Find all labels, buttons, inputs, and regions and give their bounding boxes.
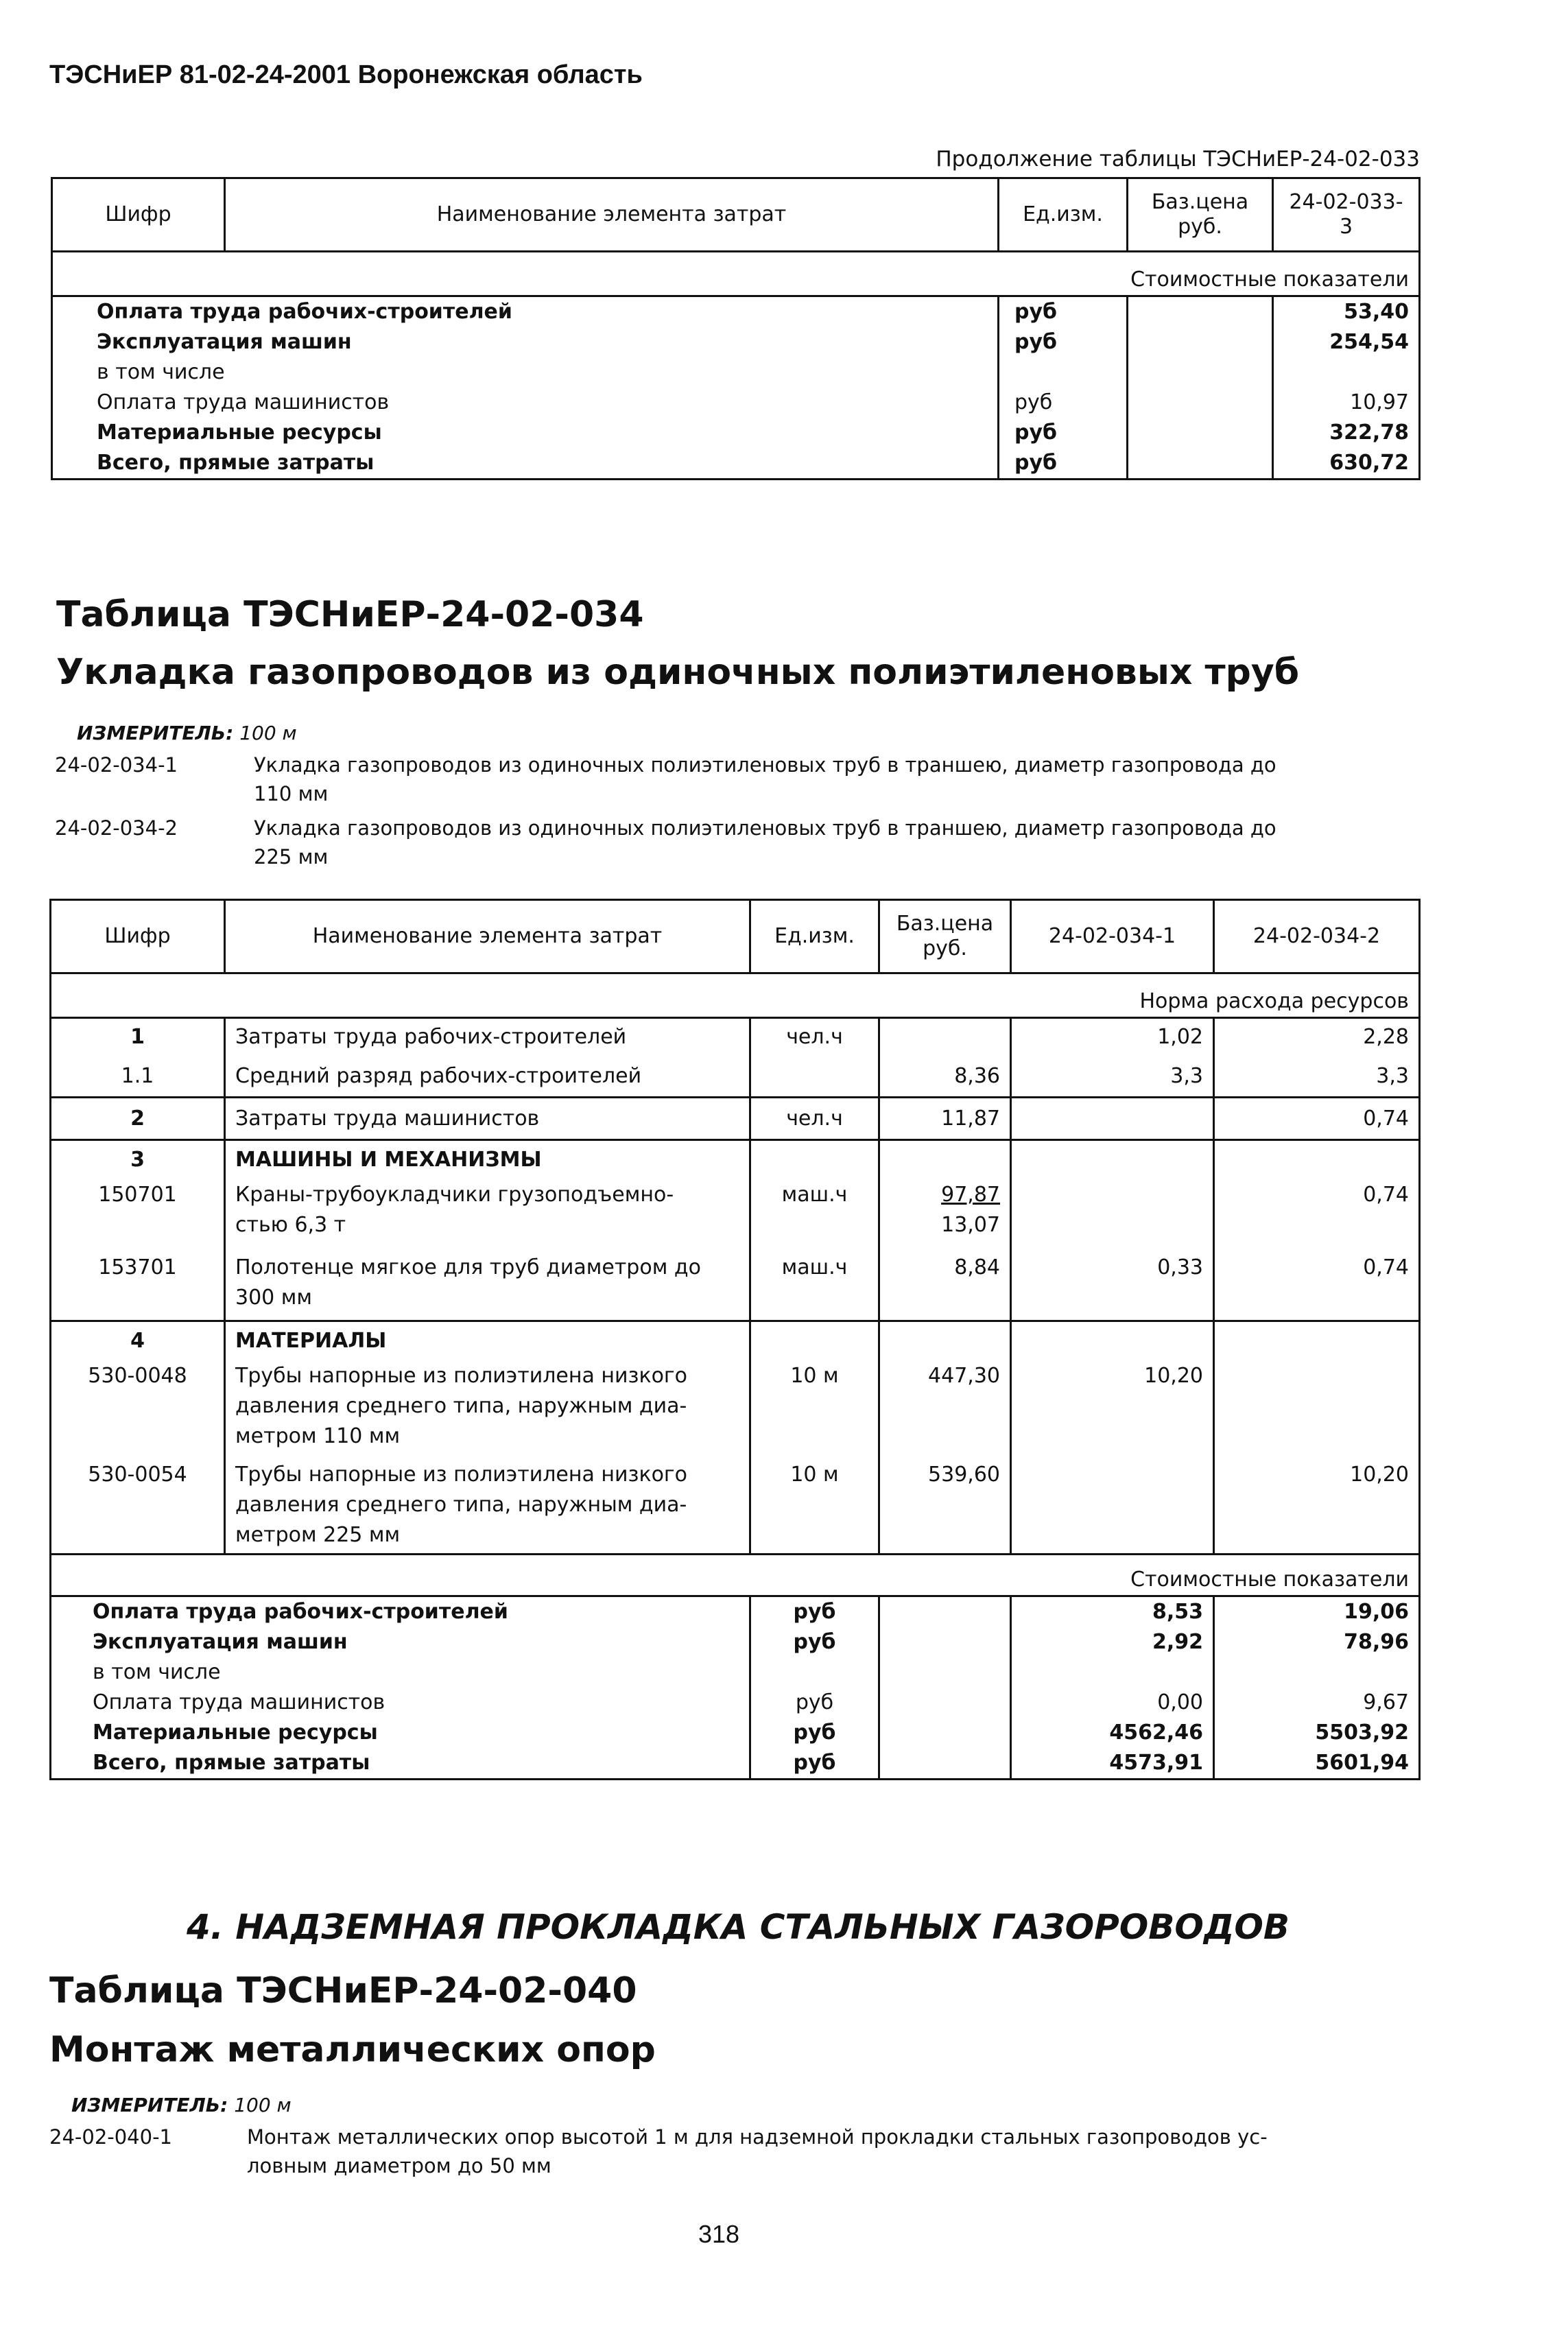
table-row: Эксплуатация машин руб 254,54	[52, 327, 1420, 357]
item-description: 110 мм	[254, 782, 329, 805]
table-caption: Продолжение таблицы ТЭСНиЕР-24-02-033	[936, 147, 1420, 172]
table-row: Материальные ресурсы руб 322,78	[52, 418, 1420, 448]
item-description: Укладка газопроводов из одиночных полиэтиленовых труб в траншею, диаметр газопровода до	[254, 816, 1276, 840]
measure-line	[77, 722, 297, 744]
item-description: Укладка газопроводов из одиночных полиэтиленовых труб в траншею, диаметр газопровода до	[254, 753, 1276, 777]
section-heading: 4. НАДЗЕМНАЯ ПРОКЛАДКА СТАЛЬНЫХ ГАЗОРОВОДОВ	[187, 1907, 1290, 1947]
table-subtitle: Монтаж металлических опор	[49, 2029, 656, 2070]
measure-label: ИЗМЕРИТЕЛЬ:	[77, 722, 234, 744]
cost-table-033	[51, 177, 1421, 480]
col-header-unit: Ед.изм.	[999, 178, 1128, 252]
col-header-price: Баз.цена руб.	[879, 900, 1011, 973]
item-description: 225 мм	[254, 845, 329, 869]
table-row: Оплата труда рабочих-строителей руб 53,40	[52, 296, 1420, 328]
col-header-unit: Ед.изм.	[750, 900, 879, 973]
table-title: Таблица ТЭСНиЕР-24-02-034	[56, 594, 644, 635]
col-header-code: Шифр	[105, 202, 171, 226]
table-row: 150701 Краны-трубоукладчики грузоподъемно- стью 6,3 т маш.ч 97,87 13,07 0,74	[51, 1180, 1420, 1253]
resource-table-034	[49, 899, 1421, 1780]
table-row: в том числе	[52, 357, 1420, 388]
col-header-value: 24-02-033-3	[1273, 178, 1420, 252]
table-row: Всего, прямые затраты руб 630,72	[52, 448, 1420, 480]
table-row: Оплата труда машинистов руб 0,00 9,67	[51, 1688, 1420, 1718]
section-label: Норма расхода ресурсов	[1139, 989, 1409, 1013]
col-header-value-2: 24-02-034-2	[1214, 900, 1420, 973]
section-label: Стоимостные показатели	[1130, 268, 1409, 292]
running-header: ТЭСНиЕР 81-02-24-2001 Воронежская область	[49, 60, 643, 89]
table-row: в том числе	[51, 1657, 1420, 1688]
table-row: 1.1 Средний разряд рабочих-строителей 8,36 3,3 3,3	[51, 1056, 1420, 1098]
group-header-machines: 3 МАШИНЫ И МЕХАНИЗМЫ	[51, 1140, 1420, 1180]
group-header-materials: 4 МАТЕРИАЛЫ	[51, 1321, 1420, 1361]
item-description: Монтаж металлических опор высотой 1 м для надземной прокладки стальных газопроводов ус-	[247, 2125, 1268, 2149]
table-subtitle: Укладка газопроводов из одиночных полиэтиленовых труб	[56, 652, 1300, 693]
item-code: 24-02-040-1	[49, 2125, 172, 2149]
col-header-code: Шифр	[104, 924, 171, 948]
table-row: 1 Затраты труда рабочих-строителей чел.ч 1,02 2,28	[51, 1018, 1420, 1056]
measure-value: 100 м	[234, 2094, 292, 2116]
item-description: ловным диаметром до 50 мм	[247, 2154, 551, 2177]
col-header-name: Наименование элемента затрат	[225, 178, 999, 252]
table-row: 530-0054 Трубы напорные из полиэтилена низкого давления среднего типа, наружным диа- метром 225 мм 10 м 539,60 10,20	[51, 1460, 1420, 1555]
table-row: 2 Затраты труда машинистов чел.ч 11,87 0,74	[51, 1098, 1420, 1140]
item-code: 24-02-034-1	[55, 753, 178, 777]
page-number: 318	[698, 2220, 740, 2248]
table-row: Материальные ресурсы руб 4562,46 5503,92	[51, 1718, 1420, 1748]
col-header-value-1: 24-02-034-1	[1011, 900, 1214, 973]
measure-value: 100 м	[239, 722, 297, 744]
col-header-price: Баз.цена руб.	[1128, 178, 1273, 252]
measure-line	[71, 2094, 292, 2116]
table-row: Всего, прямые затраты руб 4573,91 5601,94	[51, 1748, 1420, 1780]
table-row: Оплата труда машинистов руб 10,97	[52, 388, 1420, 418]
section-label: Стоимостные показатели	[1130, 1568, 1409, 1592]
table-row: Оплата труда рабочих-строителей руб 8,53 19,06	[51, 1596, 1420, 1628]
item-code: 24-02-034-2	[55, 816, 178, 840]
col-header-name: Наименование элемента затрат	[225, 900, 750, 973]
table-row: 153701 Полотенце мягкое для труб диаметром до 300 мм маш.ч 8,84 0,33 0,74	[51, 1253, 1420, 1321]
table-title: Таблица ТЭСНиЕР-24-02-040	[49, 1970, 637, 2011]
table-row: Эксплуатация машин руб 2,92 78,96	[51, 1627, 1420, 1657]
table-row: 530-0048 Трубы напорные из полиэтилена низкого давления среднего типа, наружным диа- метром 110 мм 10 м 447,30 10,20	[51, 1361, 1420, 1460]
measure-label: ИЗМЕРИТЕЛЬ:	[71, 2094, 228, 2116]
